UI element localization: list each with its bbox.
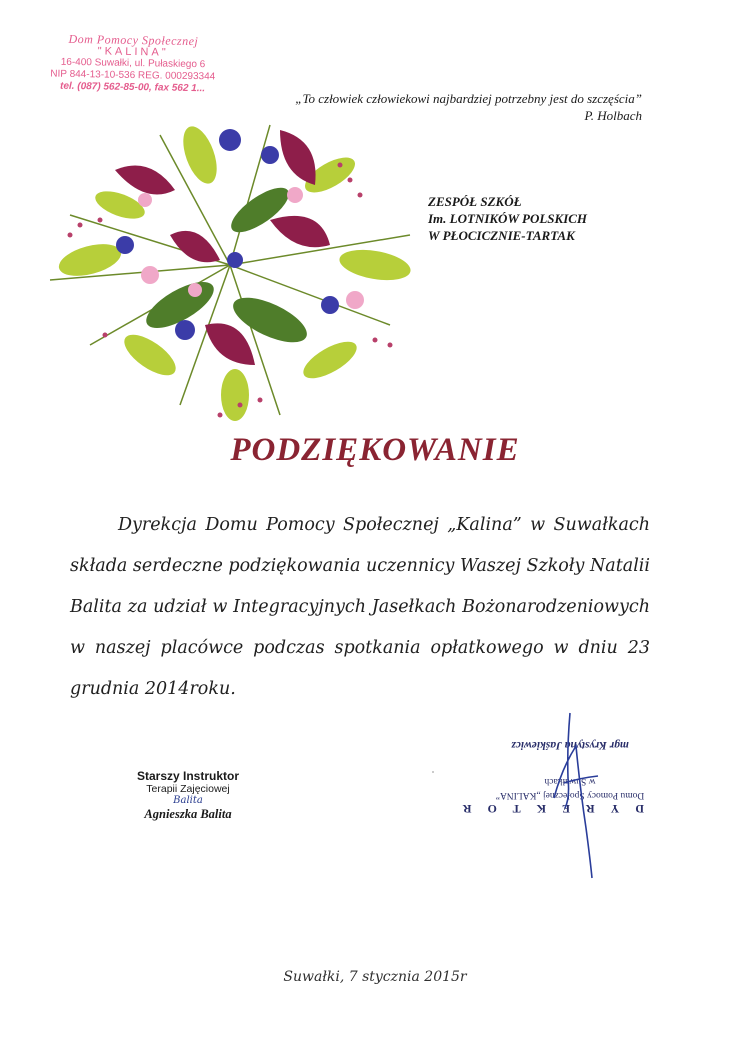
flower-bouquet-image [30, 95, 430, 425]
school-line-2: Im. LOTNIKÓW POLSKICH [428, 211, 588, 226]
stamp-phone: tel. (087) 562-85-00, fax 562 1... [59, 80, 206, 95]
institution-stamp [37, 32, 228, 95]
signatory-name: Agnieszka Balita [144, 807, 232, 821]
signatory-left [108, 769, 268, 822]
director-signature-scribble [540, 708, 620, 883]
signatory-dept: Terapii Zajęciowej [146, 783, 230, 795]
stamp-kalina: "KALINA" [97, 45, 169, 59]
director-name: mgr Krystyna Jaśkiewicz [511, 739, 629, 751]
stray-dot [432, 771, 434, 773]
quote-text: „To człowiek człowiekowi najbardziej potrzebny jest do szczęścia” [295, 91, 642, 106]
school-address [428, 193, 587, 244]
stamp-nip: NIP 844-13-10-536 REG. 000293344 [50, 68, 216, 83]
document-title: PODZIĘKOWANIE [230, 432, 520, 468]
director-city: w Suwałkach [544, 776, 596, 786]
footer-date: Suwałki, 7 stycznia 2015r [283, 969, 467, 985]
quote-author: P. Holbach [584, 108, 642, 123]
director-org: Domu Pomocy Społecznej „KALINA” [495, 790, 645, 800]
body-paragraph: Dyrekcja Domu Pomocy Społecznej „Kalina” w Suwałkach składa serdeczne podziękowania uczennicy Waszej Szkoły Natalii Balita za udział w Integracyjnych Jasełkach Bożonarodzeniowych w naszej placówce podczas spotkania opłatkowego w dniu 23 grudnia 2014roku. [70, 515, 650, 699]
stamp-address: 16-400 Suwałki, ul. Pułaskiego 6 [60, 56, 206, 71]
school-line-3: W PŁOCICZNIE-TARTAK [428, 228, 575, 243]
stamp-name: Dom Pomocy Społecznej [68, 31, 199, 49]
handwritten-signature: Balita [173, 795, 203, 806]
school-line-1: ZESPÓŁ SZKÓŁ [428, 194, 522, 209]
signatory-role: Starszy Instruktor [136, 769, 240, 783]
director-title: DYREKTOR [446, 802, 644, 816]
